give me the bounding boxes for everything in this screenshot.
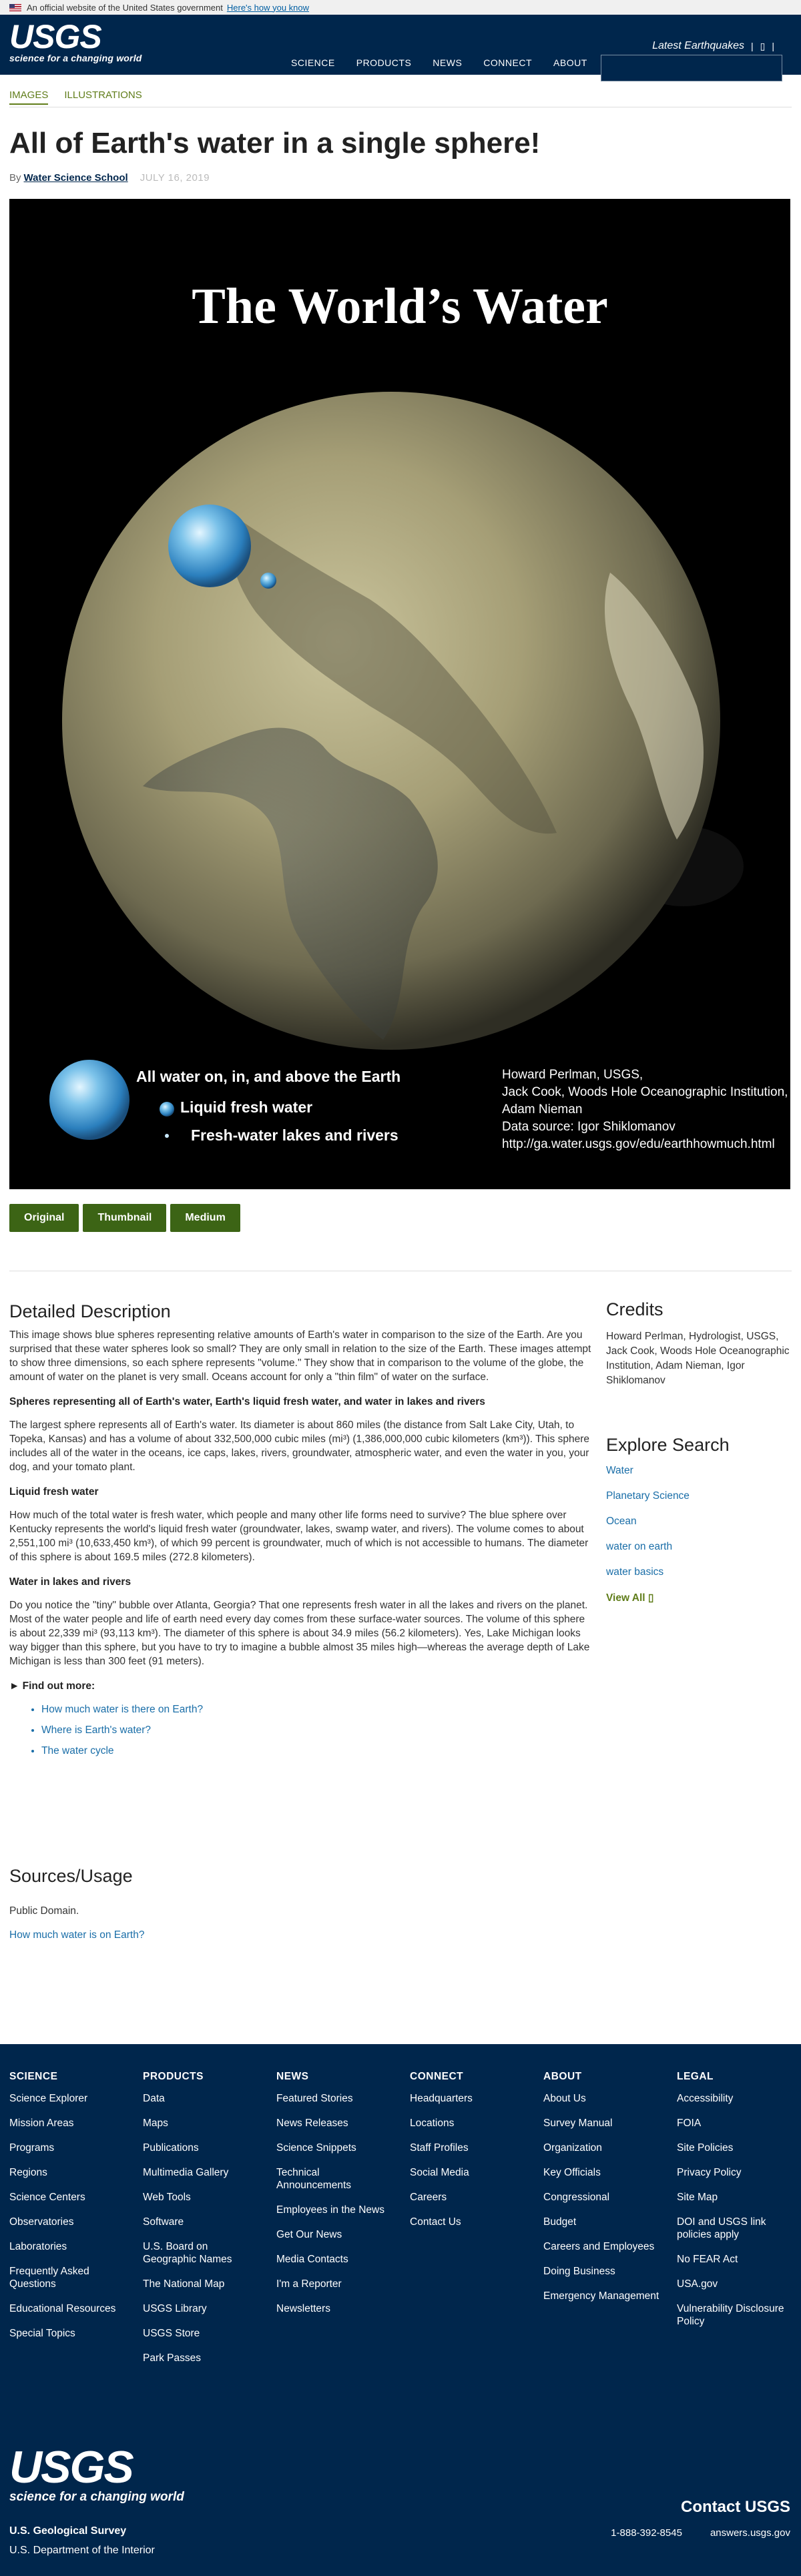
medium-size-button[interactable]: Medium	[170, 1204, 240, 1232]
legend-all-water: All water on, in, and above the Earth	[136, 1068, 401, 1085]
byline	[9, 172, 210, 184]
view-all-icon: ▯	[647, 1592, 654, 1604]
footer-link[interactable]: Site Policies	[677, 2142, 734, 2154]
footer-link[interactable]: Accessibility	[677, 2093, 734, 2104]
footer-link[interactable]: Get Our News	[276, 2229, 342, 2240]
credit-line-5: http://ga.water.usgs.gov/edu/earthhowmuch.html	[502, 1137, 775, 1151]
related-link-where-is-water[interactable]: • Where is Earth's water?	[41, 1723, 593, 1737]
footer-link[interactable]: Mission Areas	[9, 2118, 74, 2129]
credits-text: Howard Perlman, Hydrologist, USGS, Jack Cook, Woods Hole Oceanographic Institution, Adam Nieman, Igor Shiklomanov	[606, 1331, 790, 1386]
footer-link[interactable]: Staff Profiles	[410, 2142, 469, 2154]
contact-answers-link[interactable]: answers.usgs.gov	[710, 2527, 790, 2539]
usgs-logo[interactable]	[9, 18, 142, 63]
footer-link[interactable]: Observatories	[9, 2216, 74, 2228]
logo-word: USGS	[9, 18, 101, 55]
contact-usgs	[611, 2498, 790, 2539]
footer-link[interactable]: Congressional	[543, 2192, 610, 2203]
footer-link[interactable]: About Us	[543, 2093, 586, 2104]
sources-heading: Sources/Usage	[9, 1866, 133, 1886]
tab-images[interactable]: IMAGES	[9, 89, 48, 105]
heres-how-you-know-link[interactable]: Here's how you know	[226, 2, 310, 13]
footer-link[interactable]: Doing Business	[543, 2266, 615, 2277]
explore-link-planetary-science[interactable]: Planetary Science	[606, 1490, 690, 1502]
footer-link[interactable]: Vulnerability Disclosure Policy	[677, 2303, 784, 2327]
nav-about[interactable]: ABOUT	[553, 57, 587, 68]
pipe-divider-icon: |	[751, 41, 754, 51]
tab-illustrations[interactable]: ILLUSTRATIONS	[64, 89, 142, 101]
explore-link-water[interactable]: Water	[606, 1465, 633, 1476]
sources-usage	[9, 1866, 144, 1941]
footer-link[interactable]: Web Tools	[143, 2192, 191, 2203]
worlds-water-image[interactable]	[9, 199, 790, 1189]
footer-column-news	[276, 2071, 410, 2376]
footer-link[interactable]: Educational Resources	[9, 2303, 116, 2314]
footer-link[interactable]: The National Map	[143, 2278, 225, 2290]
image-size-buttons	[9, 1204, 240, 1232]
site-header	[0, 15, 801, 75]
footer-link[interactable]: Special Topics	[9, 2328, 75, 2339]
sources-link[interactable]: How much water is on Earth?	[9, 1929, 145, 1941]
footer-heading-connect: CONNECT	[410, 2071, 464, 2082]
footer-link[interactable]: Social Media	[410, 2167, 469, 2178]
footer-heading-science: SCIENCE	[9, 2071, 58, 2082]
footer-link[interactable]: Privacy Policy	[677, 2167, 742, 2178]
footer-heading-products: PRODUCTS	[143, 2071, 204, 2082]
related-link-how-much-water[interactable]: • How much water is there on Earth?	[41, 1702, 593, 1716]
footer-link[interactable]: Site Map	[677, 2192, 718, 2203]
legend-liquid-fresh-water: Liquid fresh water	[180, 1098, 313, 1116]
lakes-rivers-subheading: Water in lakes and rivers	[9, 1576, 131, 1588]
footer-link[interactable]: Organization	[543, 2142, 602, 2154]
footer-link[interactable]: Emergency Management	[543, 2290, 659, 2302]
spheres-subheading: Spheres representing all of Earth's water, Earth's liquid fresh water, and water in lakes and rivers	[9, 1396, 485, 1407]
footer-link[interactable]: Employees in the News	[276, 2204, 384, 2216]
credit-line-2: Jack Cook, Woods Hole Oceanographic Institution,	[502, 1085, 788, 1099]
gov-banner-text: An official website of the United States government	[27, 2, 223, 13]
gov-banner	[0, 0, 801, 15]
footer-link[interactable]: USGS Library	[143, 2303, 207, 2314]
view-all-link[interactable]	[606, 1592, 793, 1604]
footer-columns	[9, 2071, 801, 2376]
footer-link[interactable]: Careers	[410, 2192, 447, 2203]
footer-link[interactable]: Publications	[143, 2142, 199, 2154]
footer-link[interactable]: DOI and USGS link policies apply	[677, 2216, 766, 2240]
footer-org	[9, 2521, 155, 2560]
latest-earthquakes	[652, 40, 774, 52]
publish-date: JULY 16, 2019	[140, 172, 210, 184]
menu-box-icon[interactable]: ▯	[760, 40, 766, 51]
related-links-list	[41, 1702, 593, 1758]
earth-globe-illustration	[9, 199, 790, 1189]
figure-title: The World’s Water	[192, 278, 608, 334]
footer-link[interactable]: News Releases	[276, 2118, 348, 2129]
footer-link[interactable]: FOIA	[677, 2118, 702, 2129]
author-link[interactable]: Water Science School	[23, 172, 128, 184]
footer-link[interactable]: USA.gov	[677, 2278, 718, 2290]
footer-link[interactable]: Multimedia Gallery	[143, 2167, 229, 2178]
nav-science[interactable]: SCIENCE	[291, 57, 335, 68]
footer-heading-about: ABOUT	[543, 2071, 582, 2082]
footer-column-legal	[677, 2071, 801, 2376]
thumbnail-size-button[interactable]: Thumbnail	[83, 1204, 166, 1232]
credit-line-1: Howard Perlman, USGS,	[502, 1068, 643, 1082]
footer-link[interactable]: Technical Announcements	[276, 2167, 352, 2191]
footer-org-doi[interactable]: U.S. Department of the Interior	[9, 2545, 155, 2556]
credit-line-4: Data source: Igor Shiklomanov	[502, 1120, 676, 1134]
footer-link[interactable]: Featured Stories	[276, 2093, 353, 2104]
footer-column-about	[543, 2071, 677, 2376]
intro-paragraph: This image shows blue spheres representing relative amounts of Earth's water in comparison to the size of the Earth. Are you surprised that these water spheres look so small? They are only small in relation to the size of the Earth. These images attempt to show three dimensions, so each sphere represents "volume." They show that in comparison to the volume of the globe, the amount of water on the planet is very small. Oceans account for only a "thin film" of water on the surface.	[9, 1329, 591, 1383]
footer-link[interactable]: Data	[143, 2093, 165, 2104]
detailed-description-heading: Detailed Description	[9, 1301, 171, 1321]
sources-text: Public Domain.	[9, 1905, 79, 1917]
footer-link[interactable]: Key Officials	[543, 2167, 601, 2178]
detailed-description	[9, 1301, 593, 1764]
footer-column-science	[9, 2071, 143, 2376]
footer-link[interactable]: Science Explorer	[9, 2093, 88, 2104]
related-link-water-cycle[interactable]: • The water cycle	[41, 1744, 593, 1758]
footer-link[interactable]: Science Snippets	[276, 2142, 356, 2154]
footer-link[interactable]: Locations	[410, 2118, 455, 2129]
largest-sphere-paragraph: The largest sphere represents all of Earth's water. Its diameter is about 860 miles (the distance from Salt Lake City, Utah, to Topeka, Kansas) and has a volume of about 332,500,000 cubic miles (mi³) (1,386,000,000 cubic kilometers (km³)). This sphere includes all of the water in the oceans, ice caps, lakes, rivers, groundwater, atmospheric water, and even the water in you, your dog, and your tomato plant.	[9, 1419, 590, 1473]
us-flag-icon	[9, 4, 21, 11]
footer-link[interactable]: Laboratories	[9, 2241, 67, 2252]
footer-column-products	[143, 2071, 276, 2376]
main-nav	[291, 57, 587, 68]
lakes-rivers-paragraph: Do you notice the "tiny" bubble over Atlanta, Georgia? That one represents fresh water in all the lakes and rivers on the planet. Most of the water people and life of earth need every day comes from these surface-water sources. The volume of this sphere is about 22,339 mi³ (93,113 km³). The diameter of this sphere is about 34.9 miles (56.2 kilometers). Yes, Lake Michigan looks way bigger than this sphere, but you have to try to imagine a bubble almost 35 miles high—whereas the average depth of Lake Michigan is less than 300 feet (91 meters).	[9, 1600, 590, 1667]
latest-earthquakes-link[interactable]: Latest Earthquakes	[652, 40, 744, 51]
footer-column-connect	[410, 2071, 543, 2376]
media-tabs	[9, 89, 142, 105]
nav-products[interactable]: PRODUCTS	[356, 57, 412, 68]
footer-link[interactable]: Contact Us	[410, 2216, 461, 2228]
footer-link[interactable]: Frequently Asked Questions	[9, 2266, 89, 2290]
footer-link[interactable]: Newsletters	[276, 2303, 330, 2314]
liquid-fresh-water-subheading: Liquid fresh water	[9, 1486, 99, 1498]
pipe-divider-icon-2: |	[772, 41, 774, 51]
footer-link[interactable]: No FEAR Act	[677, 2254, 738, 2265]
sidebar	[606, 1299, 793, 1604]
footer-link[interactable]: USGS Store	[143, 2328, 200, 2339]
footer-org-usgs[interactable]: U.S. Geological Survey	[9, 2525, 127, 2537]
footer-logo-word: USGS	[9, 2442, 133, 2493]
logo-tagline: science for a changing world	[9, 53, 142, 63]
footer-usgs-logo[interactable]	[9, 2442, 184, 2505]
footer-link[interactable]: Headquarters	[410, 2093, 473, 2104]
page-title: All of Earth's water in a single sphere!	[9, 127, 541, 159]
footer-heading-legal: LEGAL	[677, 2071, 714, 2082]
explore-link-ocean[interactable]: Ocean	[606, 1516, 637, 1527]
search-input[interactable]	[601, 55, 782, 81]
footer-link[interactable]: Careers and Employees	[543, 2241, 655, 2252]
footer-link[interactable]: I'm a Reporter	[276, 2278, 342, 2290]
footer-link[interactable]: Science Centers	[9, 2192, 85, 2203]
find-out-more-toggle[interactable]: ► Find out more:	[9, 1680, 95, 1692]
footer-link[interactable]: Software	[143, 2216, 184, 2228]
credits-heading: Credits	[606, 1299, 663, 1319]
figure-credit	[502, 1066, 788, 1153]
footer-link[interactable]: Regions	[9, 2167, 47, 2178]
footer-link[interactable]: Park Passes	[143, 2352, 202, 2364]
footer-heading-news: NEWS	[276, 2071, 309, 2082]
footer-link[interactable]: Survey Manual	[543, 2118, 613, 2129]
footer-logo-tagline: science for a changing world	[9, 2490, 184, 2504]
site-footer	[0, 2044, 801, 2576]
legend-lakes-rivers: Fresh-water lakes and rivers	[191, 1126, 398, 1144]
footer-link[interactable]: Budget	[543, 2216, 577, 2228]
nav-news[interactable]: NEWS	[433, 57, 463, 68]
liquid-fresh-water-paragraph: How much of the total water is fresh water, which people and many other life forms need to survive? The blue sphere over Kentucky represents the world's liquid fresh water (groundwater, lakes, swamp water, and rivers). The volume comes to about 2,551,100 mi³ (10,633,450 km³), of which 99 percent is groundwater, much of which is not accessible to humans. The diameter of this sphere is about 169.5 miles (272.8 kilometers).	[9, 1510, 589, 1563]
explore-link-water-on-earth[interactable]: water on earth	[606, 1541, 673, 1552]
explore-link-water-basics[interactable]: water basics	[606, 1566, 664, 1578]
byline-by: By	[9, 172, 21, 184]
nav-connect[interactable]: CONNECT	[483, 57, 533, 68]
footer-link[interactable]: Programs	[9, 2142, 55, 2154]
original-size-button[interactable]: Original	[9, 1204, 79, 1232]
contact-phone[interactable]: 1-888-392-8545	[611, 2527, 682, 2539]
footer-link[interactable]: Media Contacts	[276, 2254, 348, 2265]
explore-search-heading: Explore Search	[606, 1435, 730, 1455]
footer-link[interactable]: U.S. Board on Geographic Names	[143, 2241, 232, 2265]
footer-link[interactable]: Maps	[143, 2118, 168, 2129]
contact-heading: Contact USGS	[680, 2498, 790, 2516]
credit-line-3: Adam Nieman	[502, 1102, 583, 1116]
view-all-label: View All	[606, 1592, 645, 1604]
